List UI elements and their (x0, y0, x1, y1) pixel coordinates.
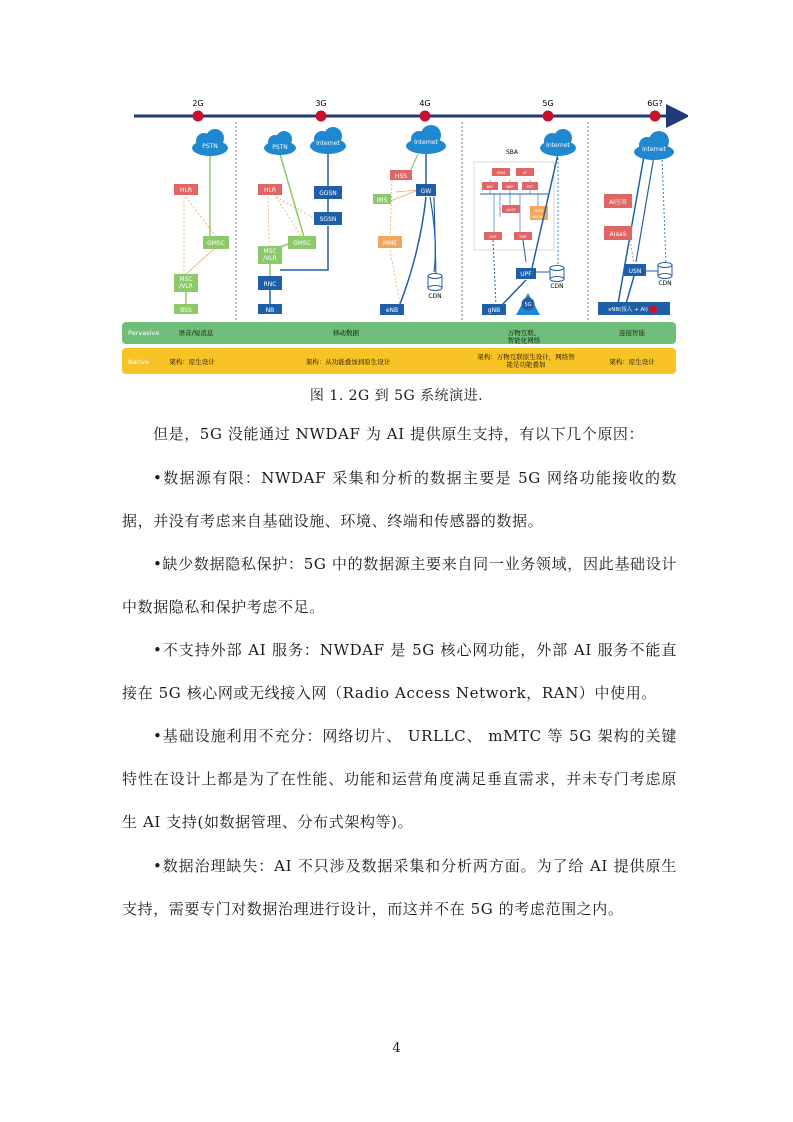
column-2g (174, 129, 229, 314)
node-xnb: xNB(接入 + AI) (608, 307, 648, 313)
native-label: Native (128, 358, 150, 366)
bullet-paragraph-governance: •数据治理缺失：AI 不只涉及数据采集和分析两方面。为了给 AI 提供原生支持，需要专门对数据治理进行设计，而这并不在 5G 的考虑范围之内。 (122, 857, 677, 918)
column-3g (258, 127, 346, 314)
pervasive-bar (122, 322, 676, 344)
sba-node-pcf: PCF (526, 185, 534, 189)
pervasive-item: 连接智能 (619, 329, 645, 337)
sba-node-amf: AMF (489, 235, 497, 239)
bullet-paragraph-privacy: •缺少数据隐私保护：5G 中的数据源主要来自同一业务领域，因此基础设计中数据隐私和保护考虑不足。 (122, 555, 677, 616)
node-gw: GW (420, 188, 432, 195)
node-gmsc: GMSC (207, 240, 225, 247)
node-ai-app: AI应用 (609, 199, 627, 206)
generation-dot-2g (193, 111, 204, 122)
node-hlr: HLR (263, 187, 277, 194)
node-enb: eNB (385, 307, 399, 314)
node-msc-vlr: MSC /VLR (263, 248, 277, 262)
node-usn: USN (628, 268, 642, 275)
generation-label-6g: 6G? (647, 99, 663, 108)
node-rnc: RNC (263, 281, 277, 288)
node-gmsc: GMSC (293, 240, 311, 247)
intro-paragraph: 但是，5G 没能通过 NWDAF 为 AI 提供原生支持，有以下几个原因： (153, 425, 645, 443)
pervasive-item: 移动数据 (333, 329, 359, 337)
sba-node-smf: SMF (519, 235, 527, 239)
database-icon (428, 274, 442, 291)
native-item: 架构：原生设计 (169, 358, 215, 366)
figure-caption: 图 1. 2G 到 5G 系统演进. (309, 388, 484, 404)
node-ims: IMS (376, 197, 388, 204)
node-internet: Internet (642, 146, 666, 153)
generation-dot-3g (316, 111, 327, 122)
node-ggsn: GGSN (319, 190, 337, 197)
node-msc-vlr: MSC /VLR (179, 276, 193, 290)
node-mme: MME (382, 240, 398, 247)
generation-label-4g: 4G (419, 99, 431, 108)
bullet-paragraph-infrastructure: •基础设施利用不充分：网络切片、 URLLC、 mMTC 等 5G 架构的关键特性在设计上都是为了在性能、功能和运营角度满足垂直需求，并未专门考虑原生 AI 支持(如数据管理、分布式架构等)。 (122, 727, 677, 831)
generation-label-5g: 5G (542, 99, 554, 108)
native-item: 架构：从功能叠加到原生设计 (305, 358, 391, 366)
database-icon (550, 266, 564, 282)
bullet-paragraph-data-source: •数据源有限：NWDAF 采集和分析的数据主要是 5G 网络功能接收的数据，并没有考虑来自基础设施、环境、终端和传感器的数据。 (122, 469, 677, 530)
node-aiaas: AIaaS (609, 231, 627, 238)
bullet-paragraph-external-ai: •不支持外部 AI 服务：NWDAF 是 5G 核心网功能，外部 AI 服务不能直接在 5G 核心网或无线接入网（Radio Access Network，RAN）中使用。 (122, 641, 677, 702)
node-internet: Internet (316, 140, 340, 147)
node-bss: BSS (180, 307, 192, 314)
node-cdn: CDN (428, 293, 442, 300)
generation-dot-4g (420, 111, 431, 122)
database-icon (658, 263, 672, 279)
badge-5g: 5G (524, 302, 532, 308)
native-item: 架构：原生设计 (609, 358, 655, 366)
pervasive-item: 语音/短消息 (178, 329, 214, 337)
sba-node-nef: NEF (486, 185, 494, 189)
native-bar (122, 348, 676, 374)
node-hss: HSS (394, 173, 408, 180)
5g-badge-icon (516, 293, 540, 315)
node-gnb: gNB (487, 307, 501, 314)
generation-label-3g: 3G (315, 99, 327, 108)
generation-dot-6g (650, 111, 661, 122)
column-6g (598, 131, 674, 315)
pervasive-item: 万物互联、智能化网络 (507, 329, 541, 345)
sba-node-nwdaf: NWDAF (532, 215, 546, 219)
pervasive-label: Pervasive (128, 329, 160, 337)
generation-label-2g: 2G (192, 99, 204, 108)
node-pstn: PSTN (202, 143, 218, 150)
node-internet: Internet (546, 142, 570, 149)
generation-markers (192, 99, 662, 122)
native-item: 架构：万物互联原生设计，网络智能是功能叠加 (477, 353, 575, 369)
sba-node-af: AF (522, 171, 528, 175)
node-pstn: PSTN (272, 144, 288, 151)
column-4g (373, 125, 446, 315)
column-5g (474, 129, 576, 315)
sba-label: SBA (505, 149, 519, 156)
node-upf: UPF (520, 271, 532, 278)
generation-dot-5g (543, 111, 554, 122)
node-cdn: CDN (550, 283, 564, 290)
sba-node-nssf: NSSF (534, 209, 544, 213)
node-hlr: HLR (179, 187, 193, 194)
sba-node-udm: UDM (496, 171, 506, 175)
page-number: 4 (392, 1041, 401, 1056)
evolution-figure (118, 92, 688, 382)
node-cdn: CDN (658, 280, 672, 287)
node-sgsn: SGSN (319, 216, 337, 223)
sba-node-ausf: AUSF (506, 208, 516, 212)
node-nb: NB (265, 307, 275, 314)
sba-node-nrf: NRF (506, 185, 514, 189)
node-internet: Internet (414, 139, 438, 146)
